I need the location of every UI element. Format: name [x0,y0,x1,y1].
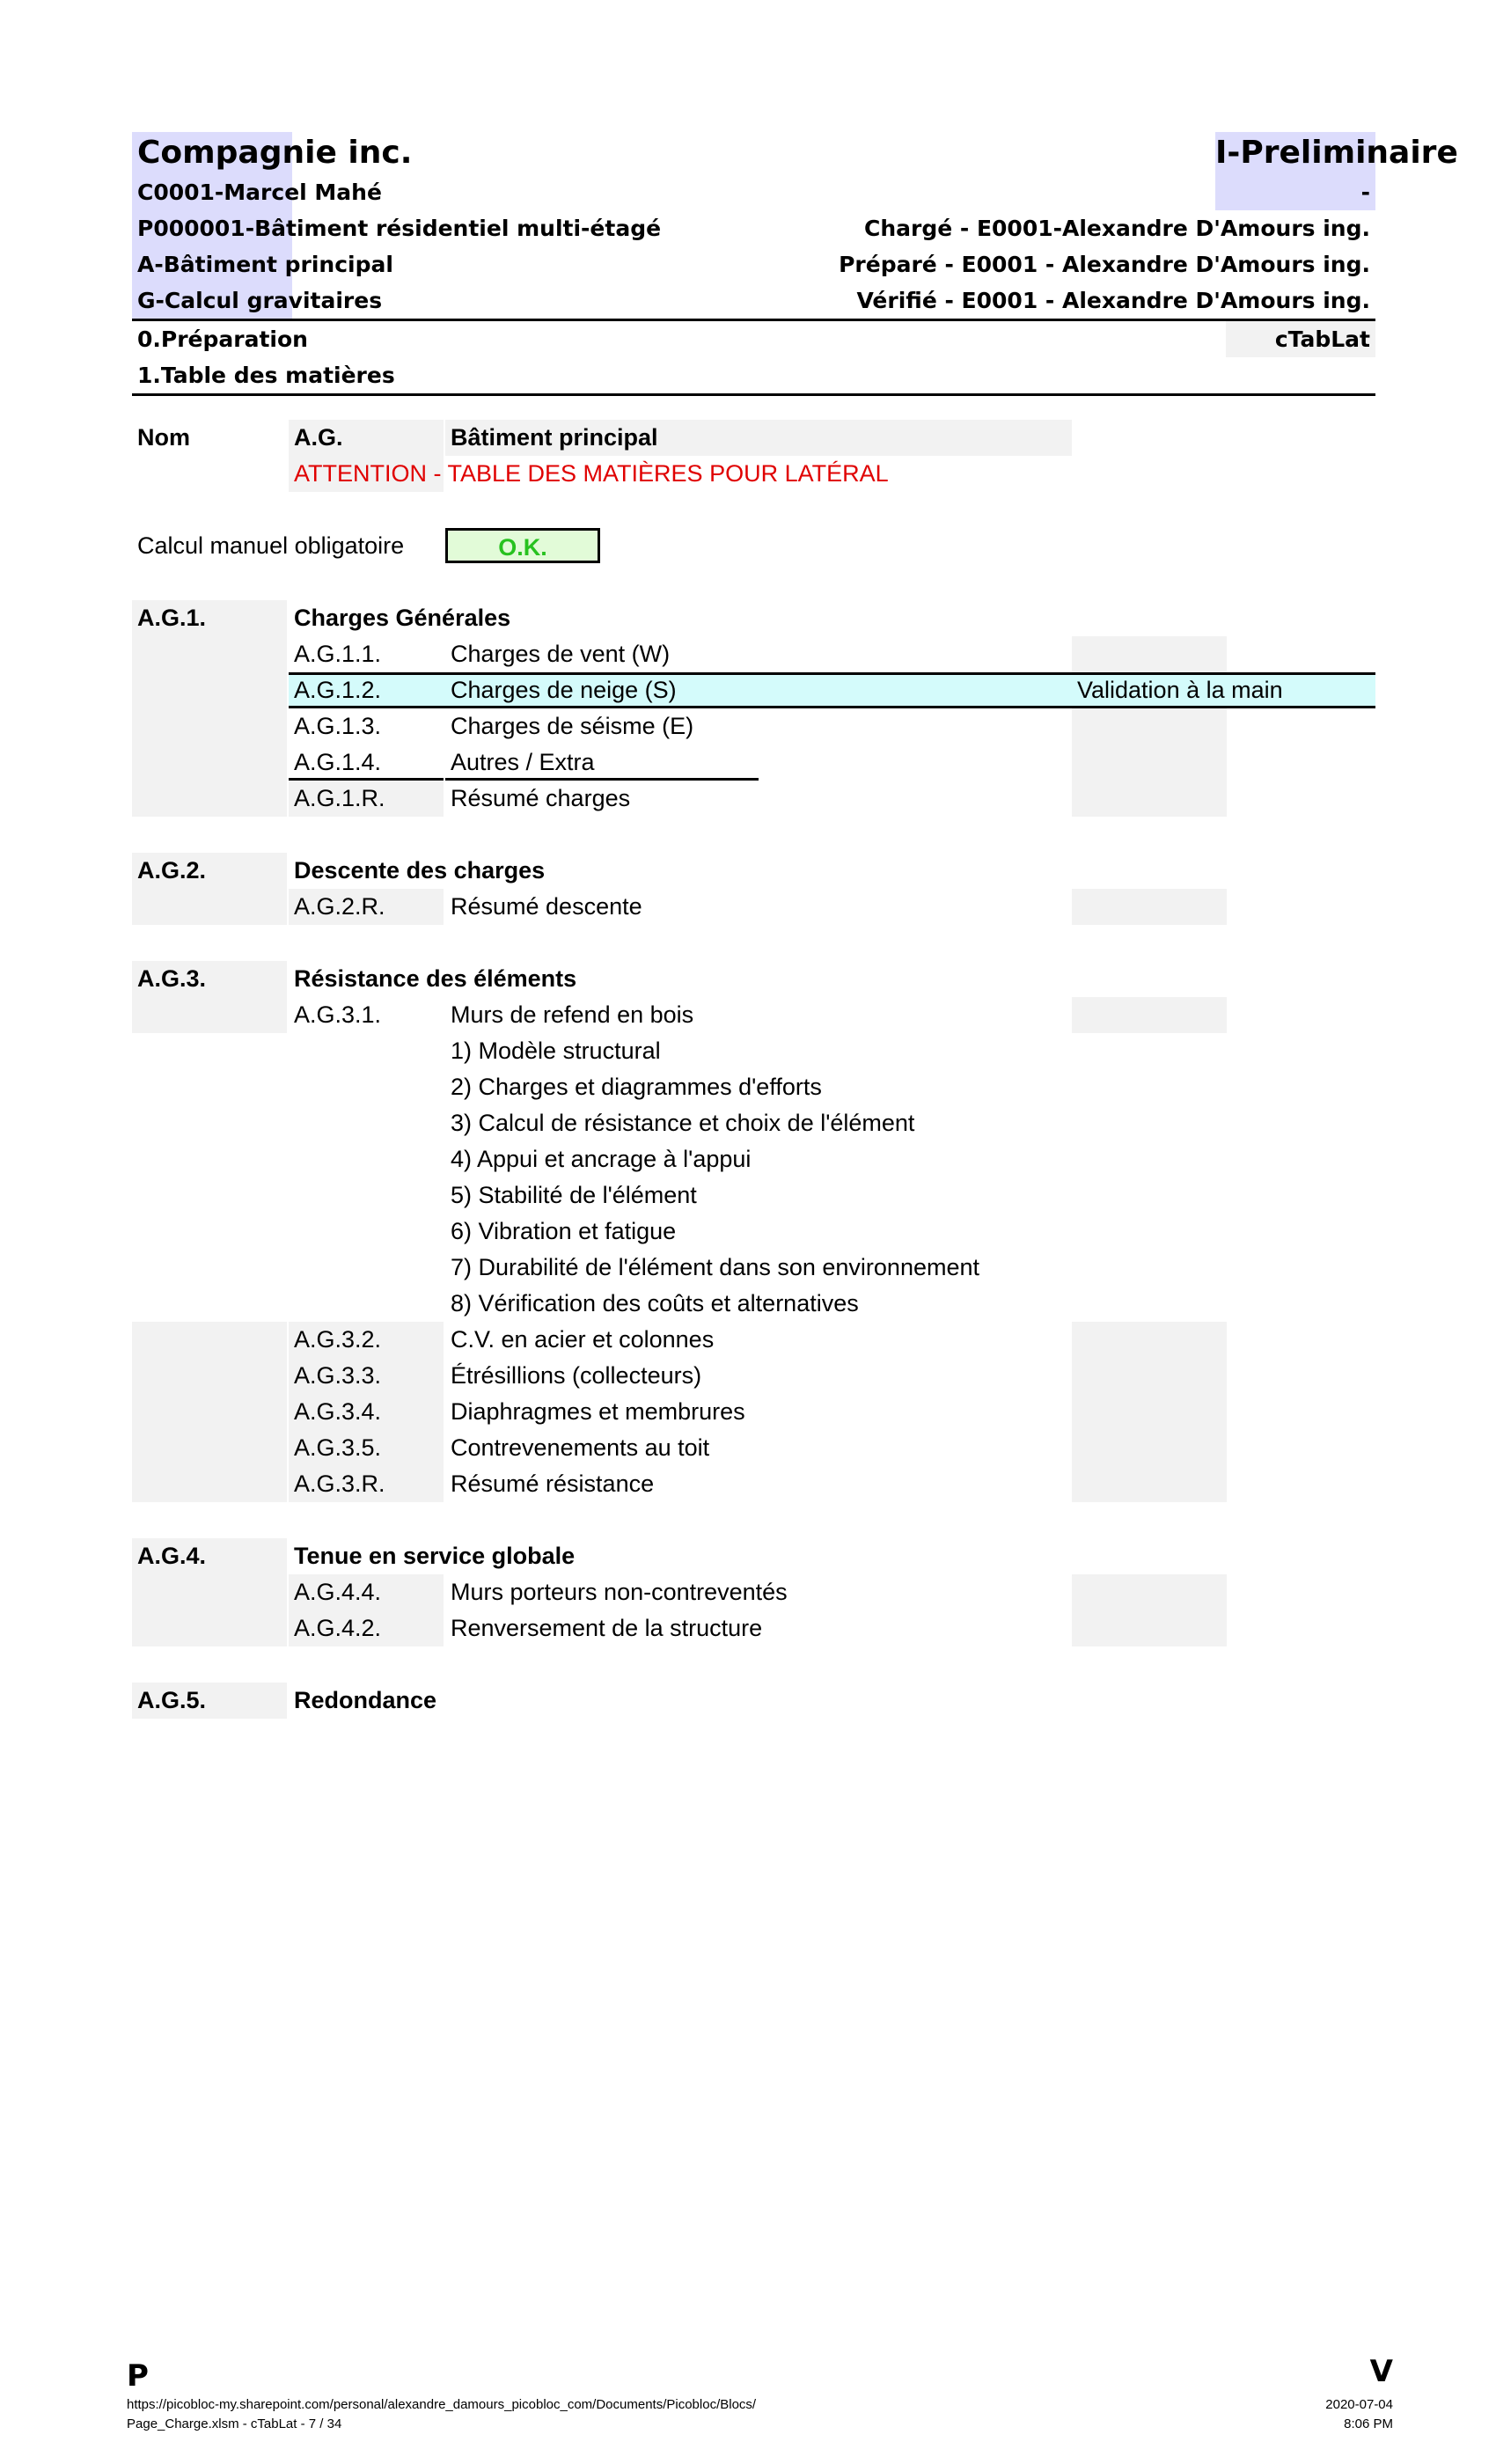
step-row [132,1214,1375,1250]
toc-code: A.G.4.2. [289,1610,444,1646]
row-bg [132,636,287,672]
row-marker [1072,708,1227,744]
step-label: 5) Stabilité de l'élément [451,1182,697,1208]
subsection-name: 1.Table des matières [137,363,395,388]
toc-label[interactable]: Charges de neige (S) [451,677,677,703]
toc-label[interactable]: Résumé descente [451,893,642,920]
row-bg [132,708,287,744]
toc-row[interactable] [132,1574,1375,1610]
row-marker [1072,744,1227,781]
toc-row[interactable] [132,1358,1375,1394]
company-name: Compagnie inc. [132,132,292,174]
toc-row[interactable] [132,636,1375,672]
row-bg [132,672,287,708]
toc-code: A.G.3.2. [289,1322,444,1358]
row-bg [132,781,287,817]
section-3-header [132,961,1375,997]
row-marker [1072,1394,1227,1430]
toc-row[interactable] [132,1322,1375,1358]
toc-row[interactable] [132,1466,1375,1502]
row-marker [1072,889,1227,925]
nom-value: Bâtiment principal [445,420,1072,456]
prepared-by: Préparé - E0001 - Alexandre D'Amours ing. [839,252,1370,277]
toc-label[interactable]: C.V. en acier et colonnes [451,1326,715,1353]
section-title: Tenue en service globale [294,1543,576,1569]
toc-label[interactable]: Murs de refend en bois [451,1001,694,1028]
toc-row[interactable] [132,1430,1375,1466]
toc-code: A.G.1.2. [294,677,382,703]
step-row [132,1141,1375,1177]
toc-code: A.G.4.4. [289,1574,444,1610]
section-code: A.G.1. [132,600,287,636]
section-1-header [132,600,1375,636]
row-marker [1072,1610,1227,1646]
footer-left-mark: P [127,2358,149,2394]
section-code: A.G.2. [132,853,287,889]
row-marker [1072,1322,1227,1358]
nom-row [132,420,1375,456]
toc-label[interactable]: Autres / Extra [445,744,759,781]
footer-right-mark: V [1369,2354,1393,2389]
step-label: 7) Durabilité de l'élément dans son environnement [451,1254,980,1280]
row-bg [132,889,287,925]
section-title: Redondance [294,1687,437,1713]
section-name: 0.Préparation [137,326,308,352]
attention-row [132,456,1375,492]
toc-row[interactable] [132,1394,1375,1430]
section-title: Résistance des éléments [294,965,577,992]
toc-code: A.G.3.R. [289,1466,444,1502]
client-name: C0001-Marcel Mahé [132,174,292,210]
step-label: 2) Charges et diagrammes d'efforts [451,1074,822,1100]
footer-path-line1: https://picobloc-my.sharepoint.com/personal/alexandre_damours_picobloc_com/Documents/Picobloc/Blocs/ [127,2397,757,2412]
toc-label[interactable]: Charges de vent (W) [451,641,671,667]
toc-row[interactable] [132,1610,1375,1646]
row-marker [1072,1430,1227,1466]
toc-label[interactable]: Contrevenements au toit [451,1434,710,1461]
toc-label[interactable]: Renversement de la structure [451,1615,763,1641]
nom-code: A.G. [289,420,444,456]
toc-row[interactable] [132,781,1375,817]
toc-label[interactable]: Murs porteurs non-contreventés [451,1579,788,1605]
report-header [132,132,1458,396]
footer-path-line2: Page_Charge.xlsm - cTabLat - 7 / 34 [127,2416,342,2431]
section-code: A.G.3. [132,961,287,997]
toc-code: A.G.1.4. [289,744,444,781]
calc-type: G-Calcul gravitaires [132,282,292,319]
nom-label: Nom [137,424,190,451]
row-marker [1072,1466,1227,1502]
step-label: 1) Modèle structural [451,1038,661,1064]
step-label: 3) Calcul de résistance et choix de l'élément [451,1110,915,1136]
toc-code: A.G.2.R. [289,889,444,925]
section-2-header [132,853,1375,889]
toc-label[interactable]: Résumé charges [451,785,631,811]
row-marker [1072,1574,1227,1610]
toc-code: A.G.1.R. [289,781,444,817]
row-bg [132,1610,287,1646]
step-row [132,1286,1375,1322]
row-marker [1072,636,1227,672]
report-sheet [132,132,1458,1713]
building-name: A-Bâtiment principal [132,246,292,282]
toc-code: A.G.1.1. [294,641,382,667]
verified-by: Vérifié - E0001 - Alexandre D'Amours ing. [856,288,1370,313]
step-row [132,1177,1375,1214]
footer-path [127,2395,756,2434]
header-dash: - [1215,174,1375,210]
step-label: 8) Vérification des coûts et alternatives [451,1290,859,1316]
row-bg [132,744,287,781]
row-bg-left [132,672,1375,708]
toc-label[interactable]: Diaphragmes et membrures [451,1398,745,1425]
row-bg [132,1574,287,1610]
row-bg [132,997,287,1033]
row-bg [132,1394,287,1430]
toc-code: A.G.3.3. [289,1358,444,1394]
sheet-code: cTabLat [1226,321,1375,357]
toc-label[interactable]: Résumé résistance [451,1470,655,1497]
step-label: 4) Appui et ancrage à l'appui [451,1146,752,1172]
manual-calc-label: Calcul manuel obligatoire [137,532,405,559]
toc-label[interactable]: Étrésillions (collecteurs) [451,1362,702,1389]
toc-code: A.G.3.1. [294,1001,382,1028]
row-marker [1072,997,1227,1033]
toc-code: A.G.3.4. [289,1394,444,1430]
row-bg [132,1430,287,1466]
row-bg [132,1358,287,1394]
step-row [132,1250,1375,1286]
phase-title: I-Preliminaire [1215,132,1375,174]
row-bg [132,1322,287,1358]
footer-time: 8:06 PM [1344,2416,1393,2431]
toc-row[interactable] [132,744,1375,781]
row-marker [1072,1358,1227,1394]
section-5-header [132,1683,1375,1719]
step-row [132,1033,1375,1069]
section-code: A.G.5. [132,1683,287,1719]
row-marker [1072,781,1227,817]
section-title: Charges Générales [294,605,511,631]
footer-timestamp [1325,2395,1393,2434]
footer-date: 2020-07-04 [1325,2397,1393,2412]
row-bg [132,1466,287,1502]
step-row [132,1105,1375,1141]
toc-label[interactable]: Charges de séisme (E) [451,713,694,739]
validation-note: Validation à la main [1077,677,1283,703]
section-code: A.G.4. [132,1538,287,1574]
toc-row[interactable] [132,889,1375,925]
step-label: 6) Vibration et fatigue [451,1218,677,1244]
charge-person: Chargé - E0001-Alexandre D'Amours ing. [863,216,1370,241]
toc-row[interactable] [132,708,1375,744]
project-name: P000001-Bâtiment résidentiel multi-étagé [132,210,292,246]
manual-calc-status[interactable]: O.K. [445,528,600,563]
attention-text: ATTENTION - TABLE DES MATIÈRES POUR LATÉRAL [294,460,889,487]
manual-calc-row [132,528,1375,564]
section-4-header [132,1538,1375,1574]
toc-code: A.G.1.3. [294,713,382,739]
step-row [132,1069,1375,1105]
toc-row[interactable] [132,997,1375,1033]
section-title: Descente des charges [294,857,546,884]
toc-code: A.G.3.5. [289,1430,444,1466]
